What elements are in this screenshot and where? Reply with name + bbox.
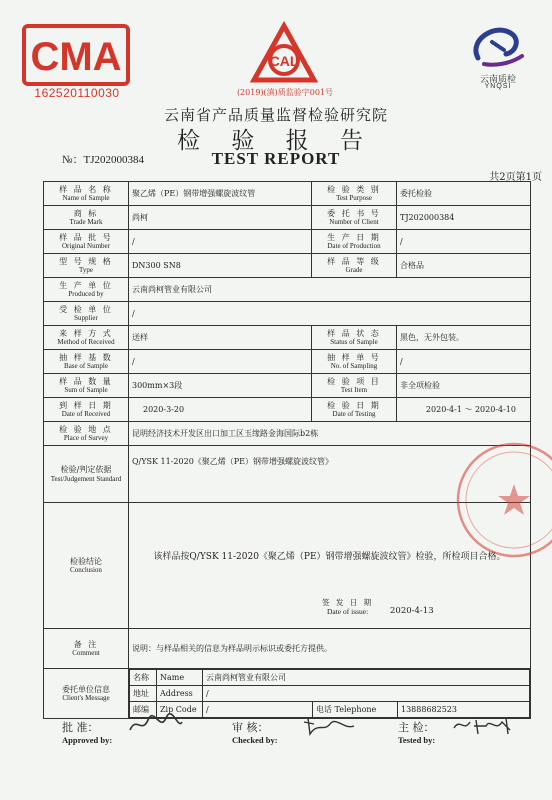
label-test-purpose: 检 验 类 别 Test Purpose <box>312 182 397 206</box>
label-conclusion: 检验结论 Conclusion <box>44 503 129 629</box>
label-producer: 生 产 单 位 Produced by <box>44 278 129 302</box>
value-trademark: 尚柯 <box>129 206 312 230</box>
label-place-of-survey: 检 验 地 点 Place of Survey <box>44 422 129 446</box>
table-row <box>44 182 531 206</box>
page-count: 共2页第1页 <box>489 172 542 183</box>
checked-by: 审 核： Checked by: <box>232 721 278 745</box>
value-issue-date: 2020-4-13 <box>390 606 434 616</box>
label-base-of-sample: 抽 样 基 数 Base of Sample <box>44 350 129 374</box>
official-stamp <box>454 440 552 560</box>
label-zip-en: Zip Code <box>157 702 203 718</box>
table-row <box>44 374 531 398</box>
label-zip-cn: 邮编 <box>130 702 157 718</box>
table-row <box>44 230 531 254</box>
checked-signature <box>300 712 360 738</box>
label-date-testing: 检 验 日 期 Date of Testing <box>312 398 397 422</box>
value-client-number: TJ202000384 <box>397 206 531 230</box>
table-row <box>44 254 531 278</box>
ynqsi-logo <box>466 20 530 72</box>
value-client-address: / <box>203 686 530 702</box>
value-supplier: / <box>129 302 531 326</box>
table-row <box>44 302 531 326</box>
client-info-table <box>129 669 530 718</box>
ynqsi-name-en: YNQSI <box>484 83 512 90</box>
label-sample-status: 样 品 状 态 Status of Sample <box>312 326 397 350</box>
label-telephone: 电话 Telephone <box>313 702 398 718</box>
svg-text:CAL: CAL <box>269 53 299 69</box>
table-row <box>44 206 531 230</box>
label-address-en: Address <box>157 686 203 702</box>
label-client-number: 委 托 书 号 Number of Client <box>312 206 397 230</box>
value-telephone: 13888682523 <box>398 702 530 718</box>
label-supplier: 受 检 单 位 Supplier <box>44 302 129 326</box>
value-base-of-sample: / <box>129 350 312 374</box>
value-type: DN300 SN8 <box>129 254 312 278</box>
report-title-en: TEST REPORT <box>211 149 341 168</box>
table-row <box>130 686 530 702</box>
table-row <box>130 670 530 686</box>
tested-signature <box>450 712 520 738</box>
table-row <box>44 629 531 669</box>
value-sampling-number: / <box>397 350 531 374</box>
label-name-en: Name <box>157 670 203 686</box>
label-test-item: 检 验 项 目 Test Item <box>312 374 397 398</box>
table-row <box>44 326 531 350</box>
institute-name: 云南省产品质量监督检验研究院 <box>163 106 388 124</box>
value-date-testing: 2020-4-1 ～ 2020-4-10 <box>397 398 531 422</box>
cal-number: (2019)(滇)质监验字001号 <box>236 88 334 97</box>
value-comment: 说明：与样品相关的信息为样品明示标识或委托方提供。 <box>129 629 531 669</box>
label-grade: 样 品 等 级 Grade <box>312 254 397 278</box>
cal-logo <box>248 20 320 92</box>
label-sample-name: 样 品 名 称 Name of Sample <box>44 182 129 206</box>
label-comment: 备 注 Comment <box>44 629 129 669</box>
value-client-zip: / <box>203 702 313 718</box>
value-conclusion: 该样品按Q/YSK 11-2020《聚乙烯（PE）钢带增强螺旋波纹管》检验，所检项目合格。 <box>153 552 506 562</box>
label-sum-of-sample: 样 品 数 量 Sum of Sample <box>44 374 129 398</box>
value-test-purpose: 委托检验 <box>397 182 531 206</box>
value-place-of-survey: 昆明经济技术开发区出口加工区玉缘路金海国际b2栋 <box>129 422 531 446</box>
label-date-received: 到 样 日 期 Date of Received <box>44 398 129 422</box>
value-sample-status: 黑色，无外包装。 <box>397 326 531 350</box>
label-production-date: 生 产 日 期 Date of Production <box>312 230 397 254</box>
value-grade: 合格品 <box>397 254 531 278</box>
label-trademark: 商 标 Trade Mark <box>44 206 129 230</box>
cma-number: 162520110030 <box>34 86 120 100</box>
value-producer: 云南尚柯管业有限公司 <box>129 278 531 302</box>
table-row <box>44 350 531 374</box>
label-receive-method: 来 样 方 式 Method of Received <box>44 326 129 350</box>
label-client-message: 委托单位信息 Client's Message <box>44 669 129 719</box>
value-sample-name: 聚乙烯（PE）钢带增强螺旋波纹管 <box>129 182 312 206</box>
value-test-item: 非全项检验 <box>397 374 531 398</box>
client-info-cell <box>129 669 531 719</box>
label-name-cn: 名称 <box>130 670 157 686</box>
approved-signature <box>126 712 186 738</box>
label-address-cn: 地址 <box>130 686 157 702</box>
report-title-cn: 检 验 报 告 <box>177 128 375 154</box>
approved-by: 批 准： Approved by: <box>62 721 113 745</box>
label-type: 型 号 规 格 Type <box>44 254 129 278</box>
tested-by: 主 检： Tested by: <box>398 721 436 745</box>
value-standard: Q/YSK 11-2020《聚乙烯（PE）钢带增强螺旋波纹管》 <box>129 446 531 503</box>
report-number: №：TJ202000384 <box>62 154 144 166</box>
value-receive-method: 送样 <box>129 326 312 350</box>
table-row <box>44 398 531 422</box>
table-row <box>44 278 531 302</box>
label-original-number: 样 品 批 号 Original Number <box>44 230 129 254</box>
label-sampling-number: 抽 样 单 号 No. of Sampling <box>312 350 397 374</box>
issue-block <box>132 598 527 628</box>
value-client-name: 云南尚柯管业有限公司 <box>203 670 530 686</box>
value-date-received: 2020-3-20 <box>129 398 312 422</box>
ynqsi-name-cn: 云南质检 <box>479 75 516 85</box>
value-original-number: / <box>129 230 312 254</box>
table-row <box>44 669 531 719</box>
value-sum-of-sample: 300mm×3段 <box>129 374 312 398</box>
label-issue-date: 签 发 日 期 Date of issue: <box>322 598 374 616</box>
label-standard: 检验/判定依据 Test/Judgement Standard <box>44 446 129 503</box>
value-production-date: / <box>397 230 531 254</box>
svg-text:CMA: CMA <box>30 35 122 79</box>
cma-logo <box>22 24 130 86</box>
